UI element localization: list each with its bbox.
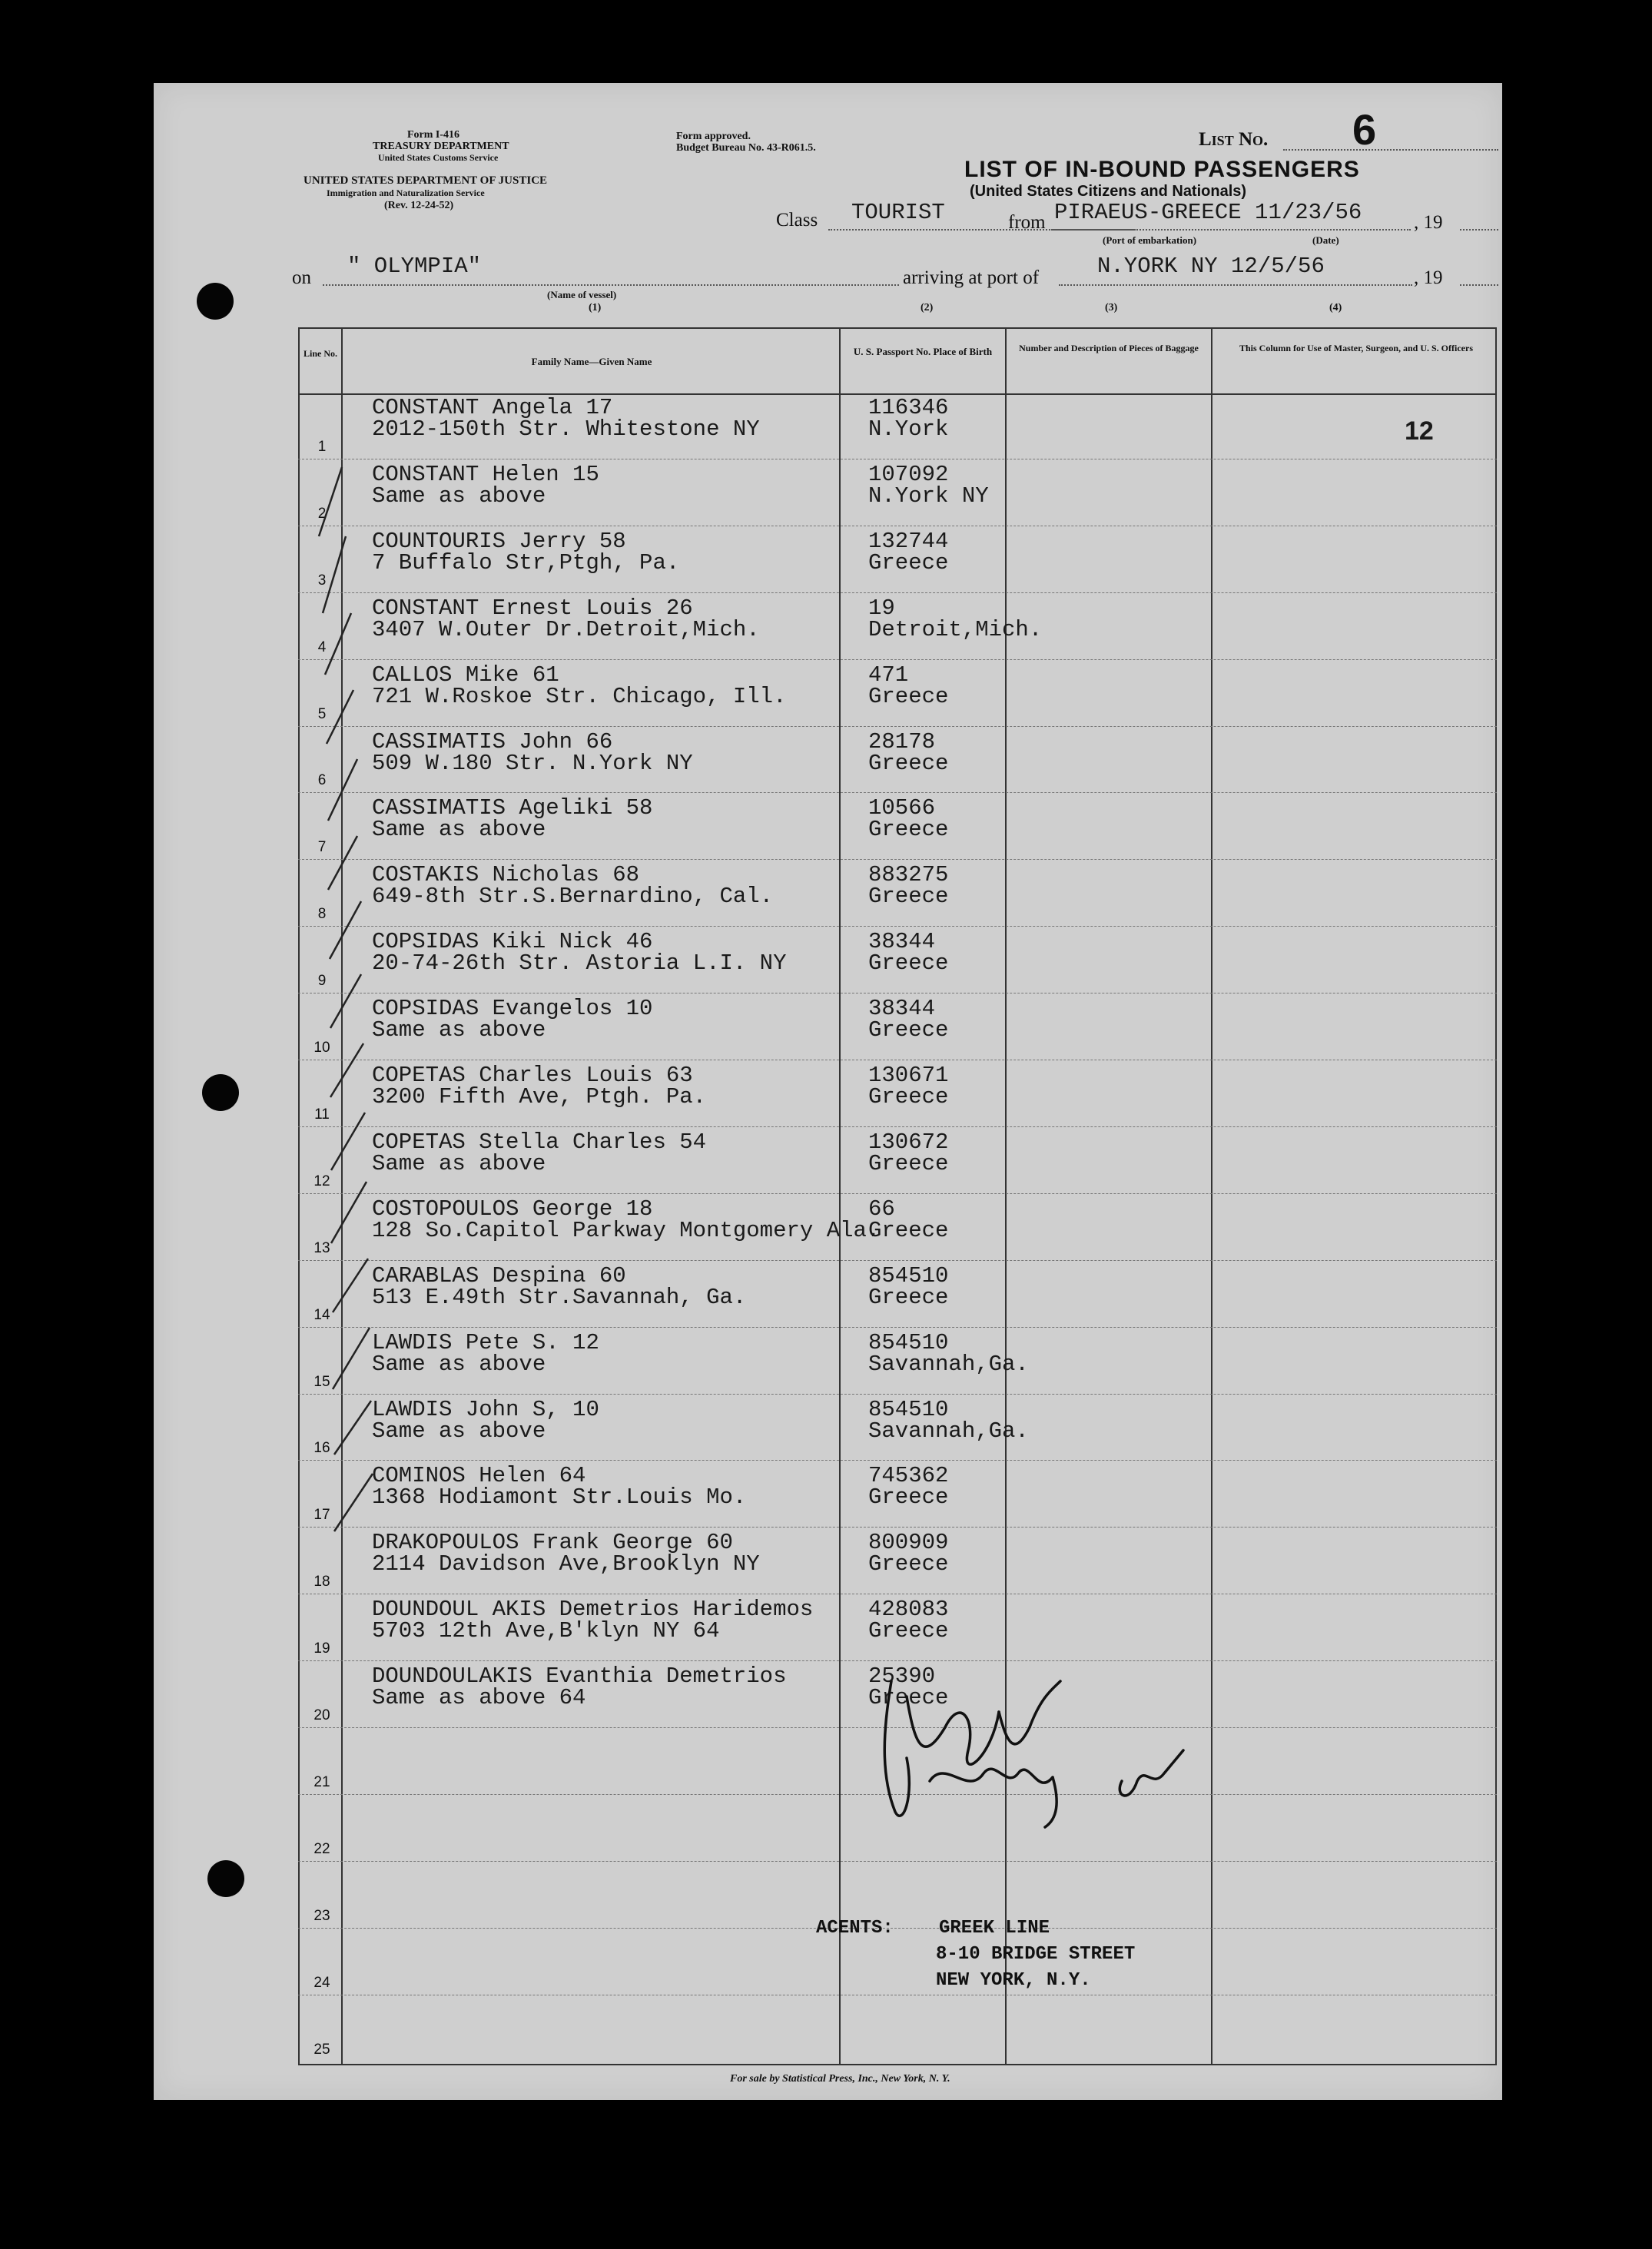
passenger-name: COPETAS Charles Louis 63 xyxy=(372,1063,693,1088)
from-label: from xyxy=(1008,212,1046,233)
agents-label: ACENTS: xyxy=(816,1918,894,1939)
col-marker-2: (2) xyxy=(921,302,934,313)
form-approved: Form approved. xyxy=(676,131,751,142)
line-number: 16 xyxy=(313,1440,330,1457)
year-suffix-2: , 19 xyxy=(1414,267,1443,288)
line-number: 8 xyxy=(317,906,327,923)
arrival-value: N.YORK NY 12/5/56 xyxy=(1097,254,1325,279)
line-number: 24 xyxy=(313,1974,330,1991)
passenger-address: Same as above xyxy=(372,483,546,509)
passport-number: 800909 xyxy=(868,1530,949,1556)
place-of-birth: Greece xyxy=(868,1284,949,1310)
passenger-name: LAWDIS John S, 10 xyxy=(372,1396,599,1422)
col-header-baggage: Number and Description of Pieces of Baggage xyxy=(1019,343,1199,353)
passenger-name: COPSIDAS Kiki Nick 46 xyxy=(372,929,653,955)
place-of-birth: Greece xyxy=(868,1017,949,1043)
line-number: 25 xyxy=(313,2041,330,2058)
place-of-birth: Savannah,Ga. xyxy=(868,1418,1029,1444)
passenger-address: 721 W.Roskoe Str. Chicago, Ill. xyxy=(372,683,787,709)
line-number: 3 xyxy=(317,572,327,589)
passenger-name: DRAKOPOULOS Frank George 60 xyxy=(372,1530,733,1556)
list-no-line xyxy=(1283,149,1498,151)
line-number: 4 xyxy=(317,639,327,655)
officer-note: 12 xyxy=(1405,416,1434,446)
treasury-department: TREASURY DEPARTMENT xyxy=(373,141,509,152)
passport-number: 883275 xyxy=(868,862,949,888)
date-caption: (Date) xyxy=(1312,234,1339,246)
passenger-address: 2012-150th Str. Whitestone NY xyxy=(372,416,760,442)
col-header-passport: U. S. Passport No. Place of Birth xyxy=(853,346,993,357)
line-number: 18 xyxy=(313,1574,330,1591)
line-number: 13 xyxy=(313,1239,330,1256)
passenger-address: 2114 Davidson Ave,Brooklyn NY xyxy=(372,1551,760,1577)
punch-hole-bottom xyxy=(207,1860,244,1897)
passport-number: 38344 xyxy=(868,996,936,1022)
class-label: Class xyxy=(776,210,818,231)
passenger-name: LAWDIS Pete S. 12 xyxy=(372,1329,599,1355)
passenger-name: COPSIDAS Evangelos 10 xyxy=(372,996,653,1022)
place-of-birth: Greece xyxy=(868,1484,949,1511)
passenger-name: CONSTANT Ernest Louis 26 xyxy=(372,595,693,621)
passenger-name: CASSIMATIS Ageliki 58 xyxy=(372,795,653,821)
row-rule xyxy=(298,1861,1497,1862)
passport-number: 130672 xyxy=(868,1129,949,1155)
col-marker-3: (3) xyxy=(1105,302,1118,313)
passport-number: 745362 xyxy=(868,1463,949,1489)
passport-number: 10566 xyxy=(868,795,936,821)
passport-number: 428083 xyxy=(868,1597,949,1623)
line-number: 21 xyxy=(313,1773,330,1790)
passport-number: 107092 xyxy=(868,461,949,487)
passenger-address: Same as above xyxy=(372,1418,546,1444)
passenger-address: 128 So.Capitol Parkway Montgomery Ala. xyxy=(372,1217,881,1243)
arrival-line xyxy=(1059,284,1412,286)
place-of-birth: Greece xyxy=(868,1084,949,1110)
passport-number: 854510 xyxy=(868,1396,949,1422)
revision-line: (Rev. 12-24-52) xyxy=(384,200,454,211)
passport-number: 28178 xyxy=(868,728,936,755)
passenger-name: CONSTANT Helen 15 xyxy=(372,461,599,487)
passport-number: 854510 xyxy=(868,1329,949,1355)
passenger-address: Same as above xyxy=(372,817,546,843)
passport-number: 66 xyxy=(868,1196,895,1222)
passenger-name: COSTAKIS Nicholas 68 xyxy=(372,862,640,888)
place-of-birth: Greece xyxy=(868,817,949,843)
doj-line: UNITED STATES DEPARTMENT OF JUSTICE xyxy=(304,174,548,187)
line-number: 9 xyxy=(317,973,327,990)
line-number: 7 xyxy=(317,839,327,856)
passport-number: 19 xyxy=(868,595,895,621)
place-of-birth: Greece xyxy=(868,1217,949,1243)
line-number: 19 xyxy=(313,1640,330,1657)
line-number: 23 xyxy=(313,1907,330,1924)
passenger-address: 509 W.180 Str. N.York NY xyxy=(372,750,693,776)
passenger-address: 3200 Fifth Ave, Ptgh. Pa. xyxy=(372,1084,707,1110)
col-header-officers: This Column for Use of Master, Surgeon, and U. S. Officers xyxy=(1239,343,1473,353)
place-of-birth: Greece xyxy=(868,950,949,977)
line-number: 15 xyxy=(313,1373,330,1390)
passenger-address: Same as above xyxy=(372,1150,546,1176)
passport-number: 116346 xyxy=(868,395,949,420)
place-of-birth: Greece xyxy=(868,1150,949,1176)
col-marker-1: (1) xyxy=(589,302,602,313)
agents-line-2: 8-10 BRIDGE STREET xyxy=(936,1944,1136,1965)
line-number: 2 xyxy=(317,505,327,522)
document-title: LIST OF IN-BOUND PASSENGERS xyxy=(964,157,1360,182)
passport-number: 132744 xyxy=(868,528,949,554)
vessel-line xyxy=(323,284,899,286)
passenger-address: 3407 W.Outer Dr.Detroit,Mich. xyxy=(372,616,760,642)
place-of-birth: N.York NY xyxy=(868,483,989,509)
line-number: 22 xyxy=(313,1840,330,1857)
passenger-address: 7 Buffalo Str,Ptgh, Pa. xyxy=(372,549,680,576)
line-number: 17 xyxy=(313,1507,330,1524)
place-of-birth: Greece xyxy=(868,1685,949,1711)
pen-tick-marks xyxy=(311,421,511,1804)
passenger-address: Same as above xyxy=(372,1017,546,1043)
col-header-name: Family Name—Given Name xyxy=(531,356,652,367)
class-value: TOURIST xyxy=(851,200,945,225)
place-of-birth: Savannah,Ga. xyxy=(868,1351,1029,1377)
passenger-name: COUNTOURIS Jerry 58 xyxy=(372,528,626,554)
passenger-address: 5703 12th Ave,B'klyn NY 64 xyxy=(372,1618,720,1644)
inspector-signature xyxy=(861,1666,1199,1843)
passenger-address: 649-8th Str.S.Bernardino, Cal. xyxy=(372,884,774,910)
on-label: on xyxy=(292,267,311,288)
line-number: 1 xyxy=(317,438,327,455)
passport-number: 854510 xyxy=(868,1262,949,1289)
passenger-name: CASSIMATIS John 66 xyxy=(372,728,613,755)
passenger-address: Same as above xyxy=(372,1351,546,1377)
passenger-name: DOUNDOUL AKIS Demetrios Haridemos xyxy=(372,1597,814,1623)
line-number: 6 xyxy=(317,772,327,789)
year-line-1 xyxy=(1460,229,1498,231)
list-no-value: 6 xyxy=(1352,105,1377,154)
passenger-address: 20-74-26th Str. Astoria L.I. NY xyxy=(372,950,787,977)
passenger-name: COMINOS Helen 64 xyxy=(372,1463,586,1489)
place-of-birth: Greece xyxy=(868,750,949,776)
passenger-name: COSTOPOULOS George 18 xyxy=(372,1196,653,1222)
place-of-birth: Greece xyxy=(868,1618,949,1644)
passenger-name: DOUNDOULAKIS Evanthia Demetrios xyxy=(372,1664,787,1690)
place-of-birth: Greece xyxy=(868,549,949,576)
passenger-address: 1368 Hodiamont Str.Louis Mo. xyxy=(372,1484,747,1511)
budget-bureau: Budget Bureau No. 43-R061.5. xyxy=(676,142,816,154)
punch-hole-top xyxy=(197,283,234,320)
vessel-caption: (Name of vessel) xyxy=(547,289,617,300)
from-line xyxy=(1051,229,1411,231)
col-marker-4: (4) xyxy=(1329,302,1342,313)
place-of-birth: Detroit,Mich. xyxy=(868,616,1043,642)
agents-line-1: GREEK LINE xyxy=(939,1918,1050,1939)
line-number: 12 xyxy=(313,1173,330,1189)
year-suffix-1: , 19 xyxy=(1414,212,1443,233)
col-divider-baggage xyxy=(1211,327,1212,2065)
place-of-birth: Greece xyxy=(868,683,949,709)
form-number: Form I-416 xyxy=(407,129,460,141)
line-number: 11 xyxy=(314,1106,330,1123)
row-rule xyxy=(298,1928,1497,1929)
line-number: 14 xyxy=(313,1306,330,1323)
passenger-name: CALLOS Mike 61 xyxy=(372,662,559,688)
line-number: 20 xyxy=(313,1707,330,1723)
line-number: 10 xyxy=(313,1040,330,1056)
line-number: 5 xyxy=(317,705,327,722)
col-divider-name xyxy=(839,327,841,2065)
place-of-birth: Greece xyxy=(868,884,949,910)
vessel-name: " OLYMPIA" xyxy=(347,254,482,279)
port-embark-caption: (Port of embarkation) xyxy=(1103,234,1197,246)
passenger-name: CARABLAS Despina 60 xyxy=(372,1262,626,1289)
manifest-page xyxy=(154,83,1502,2100)
place-of-birth: N.York xyxy=(868,416,949,442)
document-subtitle: (United States Citizens and Nationals) xyxy=(970,183,1247,200)
agents-line-3: NEW YORK, N.Y. xyxy=(936,1970,1091,1991)
passport-number: 130671 xyxy=(868,1063,949,1088)
col-header-line-no: Line No. xyxy=(303,348,337,359)
passenger-address: Same as above 64 xyxy=(372,1685,586,1711)
passenger-name: CONSTANT Angela 17 xyxy=(372,395,613,420)
passport-number: 25390 xyxy=(868,1664,936,1690)
ins-line: Immigration and Naturalization Service xyxy=(327,187,485,198)
year-line-2 xyxy=(1460,284,1498,286)
passenger-address: 513 E.49th Str.Savannah, Ga. xyxy=(372,1284,747,1310)
passport-number: 471 xyxy=(868,662,909,688)
punch-hole-middle xyxy=(202,1074,239,1111)
printer-credit: For sale by Statistical Press, Inc., New York, N. Y. xyxy=(730,2073,950,2085)
customs-service: United States Customs Service xyxy=(378,152,499,163)
passenger-name: COPETAS Stella Charles 54 xyxy=(372,1129,707,1155)
passport-number: 38344 xyxy=(868,929,936,955)
from-value: PIRAEUS-GREECE 11/23/56 xyxy=(1054,200,1362,225)
arriving-label: arriving at port of xyxy=(903,267,1040,288)
list-no-label: List No. xyxy=(1199,129,1269,150)
place-of-birth: Greece xyxy=(868,1551,949,1577)
